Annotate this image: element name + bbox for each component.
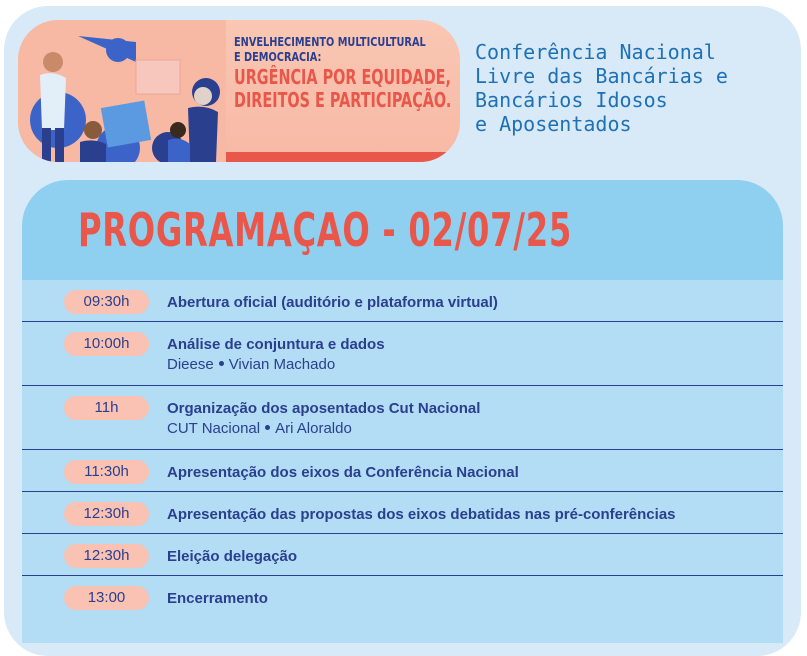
conference-title-line3: Bancários Idosos [475, 88, 668, 112]
schedule-item-speaker [167, 419, 480, 439]
schedule-item-text [167, 293, 498, 313]
schedule-row [22, 322, 783, 386]
schedule-item-title: Encerramento [167, 590, 268, 607]
schedule-item-title: Apresentação das propostas dos eixos debatidas nas pré-conferências [167, 506, 676, 523]
schedule-row [22, 534, 783, 576]
schedule-item-title: Abertura oficial (auditório e plataforma virtual) [167, 294, 498, 311]
separator-dot [219, 361, 224, 366]
conference-title [475, 40, 795, 136]
schedule-item-text [167, 589, 268, 609]
banner-subtitle-line2: E DEMOCRACIA: [234, 49, 322, 64]
conference-title-line4: e Aposentados [475, 112, 632, 136]
banner-headline-line2: DIREITOS E PARTICIPAÇÃO. [234, 88, 452, 112]
schedule-item-text [167, 547, 297, 567]
banner-illustration [18, 20, 226, 162]
conference-title-line1: Conferência Nacional [475, 40, 716, 64]
schedule-item-text [167, 335, 385, 375]
time-badge: 11:30h [64, 460, 149, 484]
speaker-name: Vivian Machado [228, 356, 336, 373]
schedule-row [22, 450, 783, 492]
schedule-item-title: Apresentação dos eixos da Conferência Nacional [167, 464, 519, 481]
time-badge: 13:00 [64, 586, 149, 610]
time-badge: 12:30h [64, 544, 149, 568]
separator-dot [265, 425, 270, 430]
conference-title-line2: Livre das Bancárias e [475, 64, 728, 88]
banner-accent-strip [226, 152, 460, 162]
banner-text [234, 34, 454, 112]
time-badge: 09:30h [64, 290, 149, 314]
schedule-item-text [167, 505, 676, 525]
schedule-item-text [167, 399, 480, 439]
speaker-name: Ari Aloraldo [275, 420, 352, 437]
schedule-row [22, 386, 783, 450]
speaker-org: CUT Nacional [167, 420, 261, 437]
schedule-row [22, 576, 783, 620]
time-badge: 12:30h [64, 502, 149, 526]
banner-headline-line1: URGÊNCIA POR EQUIDADE, [234, 65, 451, 89]
event-banner [18, 20, 460, 162]
time-badge: 11h [64, 396, 149, 420]
schedule-item-speaker [167, 355, 385, 375]
schedule-item-title: Análise de conjuntura e dados [167, 336, 385, 353]
speaker-org: Dieese [167, 356, 214, 373]
schedule-row [22, 280, 783, 322]
program-title: PROGRAMAÇAO - 02/07/25 [78, 203, 572, 257]
schedule-item-text [167, 463, 519, 483]
schedule-item-title: Eleição delegação [167, 548, 298, 565]
banner-subtitle-line1: ENVELHECIMENTO MULTICULTURAL [234, 34, 426, 49]
time-badge: 10:00h [64, 332, 149, 356]
schedule-row [22, 492, 783, 534]
schedule-item-title: Organização dos aposentados Cut Nacional [167, 400, 481, 417]
